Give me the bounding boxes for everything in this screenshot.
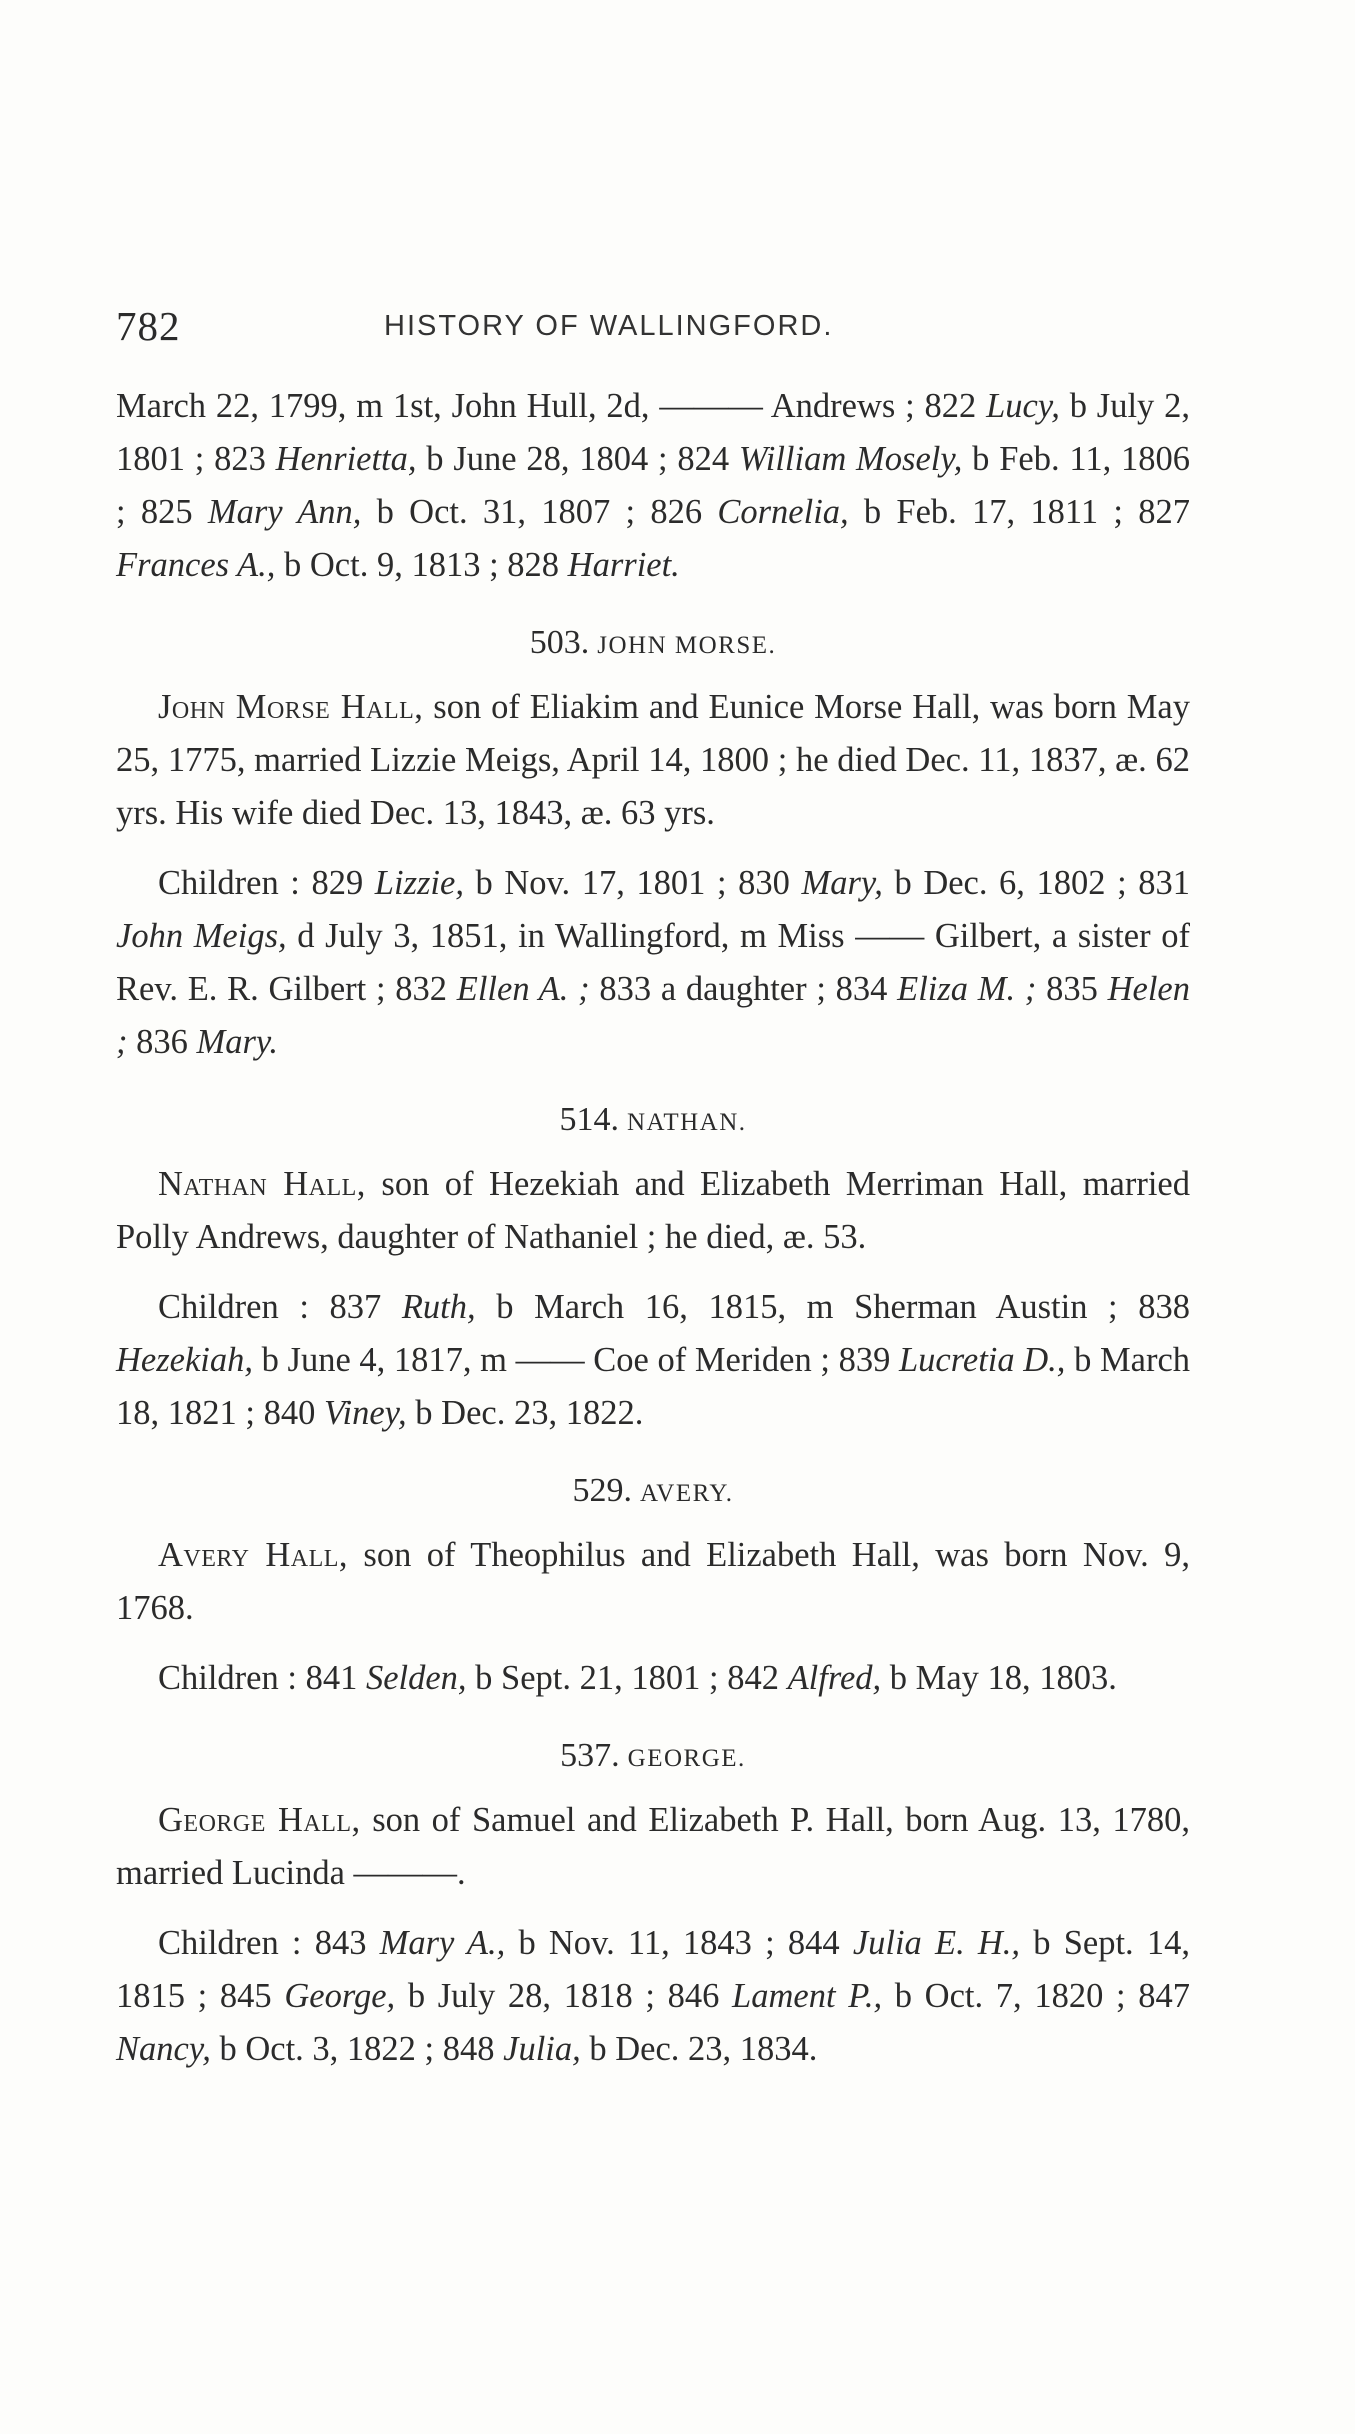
section-heading: 503. JOHN MORSE. (529, 624, 777, 661)
children-paragraph: Children : 829 Lizzie, b Nov. 17, 1801 ; 830 Mary, b Dec. 6, 1802 ; 831 John Meigs, d July 3, 1851, in Wallingford, m Miss —— Gilbert, a sister of Rev. E. R. Gilbert ; 832 Ellen A. ; 833 a daughter ; 834 Eliza M. ; 835 Helen ; 836 Mary. (116, 864, 1190, 1061)
section-heading: 529. AVERY. (572, 1472, 734, 1509)
intro-paragraph: March 22, 1799, m 1st, John Hull, 2d, ——— Andrews ; 822 Lucy, b July 2, 1801 ; 823 Henrietta, b June 28, 1804 ; 824 William Mosely, b Feb. 11, 1806 ; 825 Mary Ann, b Oct. 31, 1807 ; 826 Cornelia, b Feb. 17, 1811 ; 827 Frances A., b Oct. 9, 1813 ; 828 Harriet. (116, 387, 1191, 584)
biography-paragraph: George Hall, son of Samuel and Elizabeth P. Hall, born Aug. 13, 1780, married Lucinda ———. (116, 1801, 1190, 1892)
page-header (116, 302, 1206, 362)
children-paragraph: Children : 841 Selden, b Sept. 21, 1801 ; 842 Alfred, b May 18, 1803. (158, 1659, 1117, 1697)
children-paragraph: Children : 843 Mary A., b Nov. 11, 1843 ; 844 Julia E. H., b Sept. 14, 1815 ; 845 George, b July 28, 1818 ; 846 Lament P., b Oct. 7, 1820 ; 847 Nancy, b Oct. 3, 1822 ; 848 Julia, b Dec. 23, 1834. (116, 1924, 1190, 2068)
biography-paragraph: John Morse Hall, son of Eliakim and Eunice Morse Hall, was born May 25, 1775, married Lizzie Meigs, April 14, 1800 ; he died Dec. 11, 1837, æ. 62 yrs. His wife died Dec. 13, 1843, æ. 63 yrs. (116, 688, 1190, 832)
biography-paragraph: Nathan Hall, son of Hezekiah and Elizabeth Merriman Hall, married Polly Andrews, daughter of Nathaniel ; he died, æ. 53. (116, 1165, 1190, 1256)
section-heading: 514. NATHAN. (559, 1101, 747, 1138)
running-title: HISTORY OF WALLINGFORD. (384, 310, 834, 342)
children-paragraph: Children : 837 Ruth, b March 16, 1815, m Sherman Austin ; 838 Hezekiah, b June 4, 1817, m —— Coe of Meriden ; 839 Lucretia D., b March 18, 1821 ; 840 Viney, b Dec. 23, 1822. (116, 1288, 1191, 1432)
section-heading: 537. GEORGE. (560, 1737, 746, 1774)
page-number: 782 (116, 303, 181, 349)
biography-paragraph: Avery Hall, son of Theophilus and Elizabeth Hall, was born Nov. 9, 1768. (116, 1536, 1190, 1627)
page-body (116, 380, 1190, 2076)
